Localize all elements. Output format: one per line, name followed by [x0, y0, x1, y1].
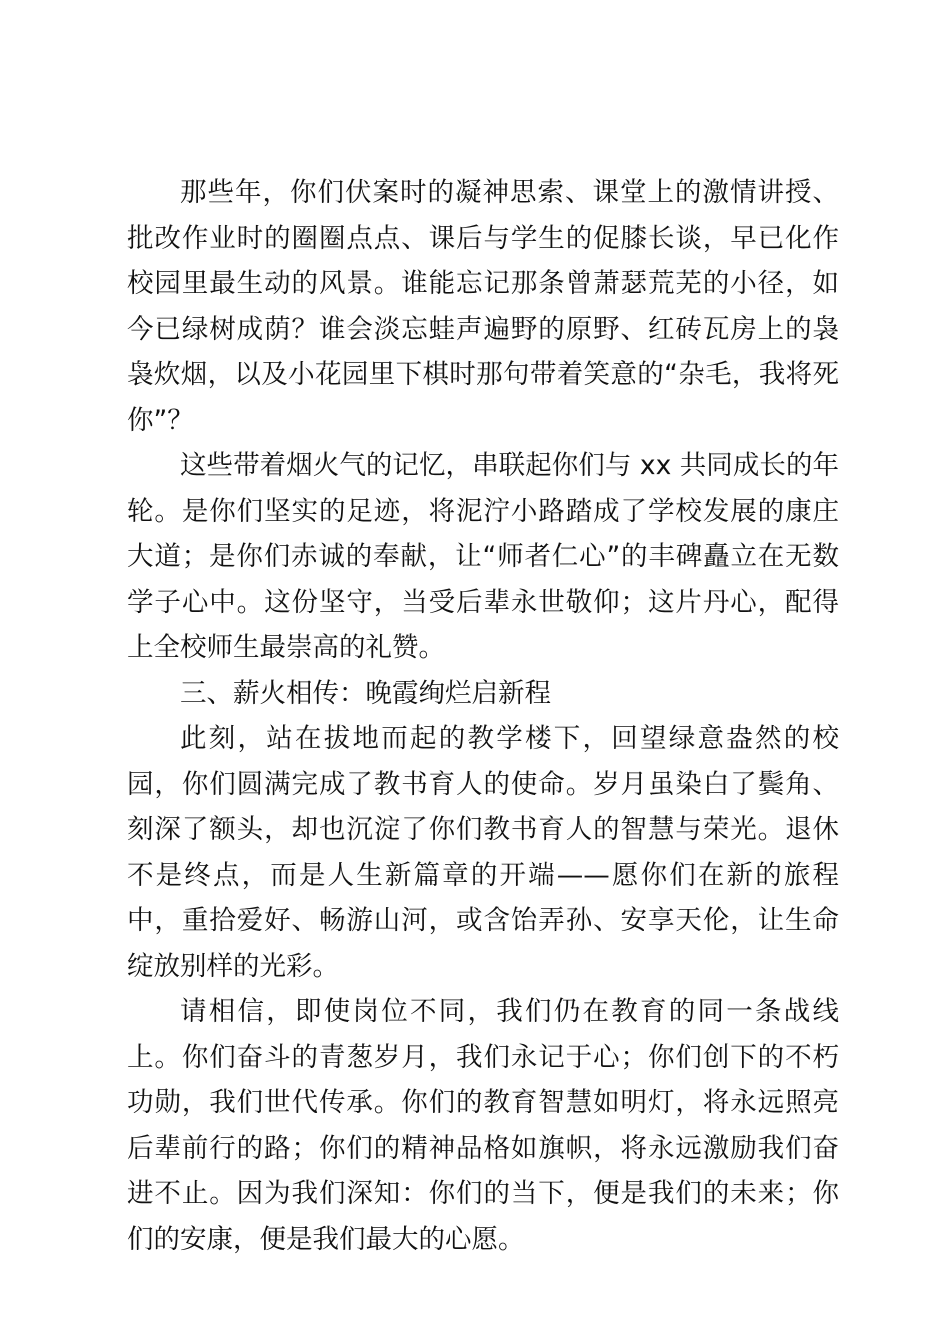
paragraph-memories: 那些年，你们伏案时的凝神思索、课堂上的激情讲授、批改作业时的圈圈点点、课后与学生的促膝长谈，早已化作校园里最生动的风景。谁能忘记那条曾萧瑟荒芜的小径，如今已绿树成荫？谁会淡忘蛙声遍野的原野、红砖瓦房上的袅袅炊烟，以及小花园里下棋时那句带着笑意的“杂毛，我将死你”？ — [127, 177, 839, 436]
section-heading: 三、薪火相传：晚霞绚烂启新程 — [180, 677, 551, 709]
document-body — [127, 170, 839, 1262]
paragraph-tribute: 这些带着烟火气的记忆，串联起你们与 xx 共同成长的年轮。是你们坚实的足迹，将泥泞小路踏成了学校发展的康庄大道；是你们赤诚的奉献，让“师者仁心”的丰碑矗立在无数学子心中。这份坚守，当受后辈永世敬仰；这片丹心，配得上全校师生最崇高的礼赞。 — [127, 450, 839, 663]
paragraph-retirement: 此刻，站在拔地而起的教学楼下，回望绿意盎然的校园，你们圆满完成了教书育人的使命。岁月虽染白了鬓角、刻深了额头，却也沉淀了你们教书育人的智慧与荣光。退休不是终点，而是人生新篇章的开端——愿你们在新的旅程中，重拾爱好、畅游山河，或含饴弄孙、安享天伦，让生命绽放别样的光彩。 — [127, 723, 839, 982]
paragraph-closing: 请相信，即使岗位不同，我们仍在教育的同一条战线上。你们奋斗的青葱岁月，我们永记于心；你们创下的不朽功勋，我们世代传承。你们的教育智慧如明灯，将永远照亮后辈前行的路；你们的精神品格如旗帜，将永远激励我们奋进不止。因为我们深知：你们的当下，便是我们的未来；你们的安康，便是我们最大的心愿。 — [127, 996, 839, 1255]
